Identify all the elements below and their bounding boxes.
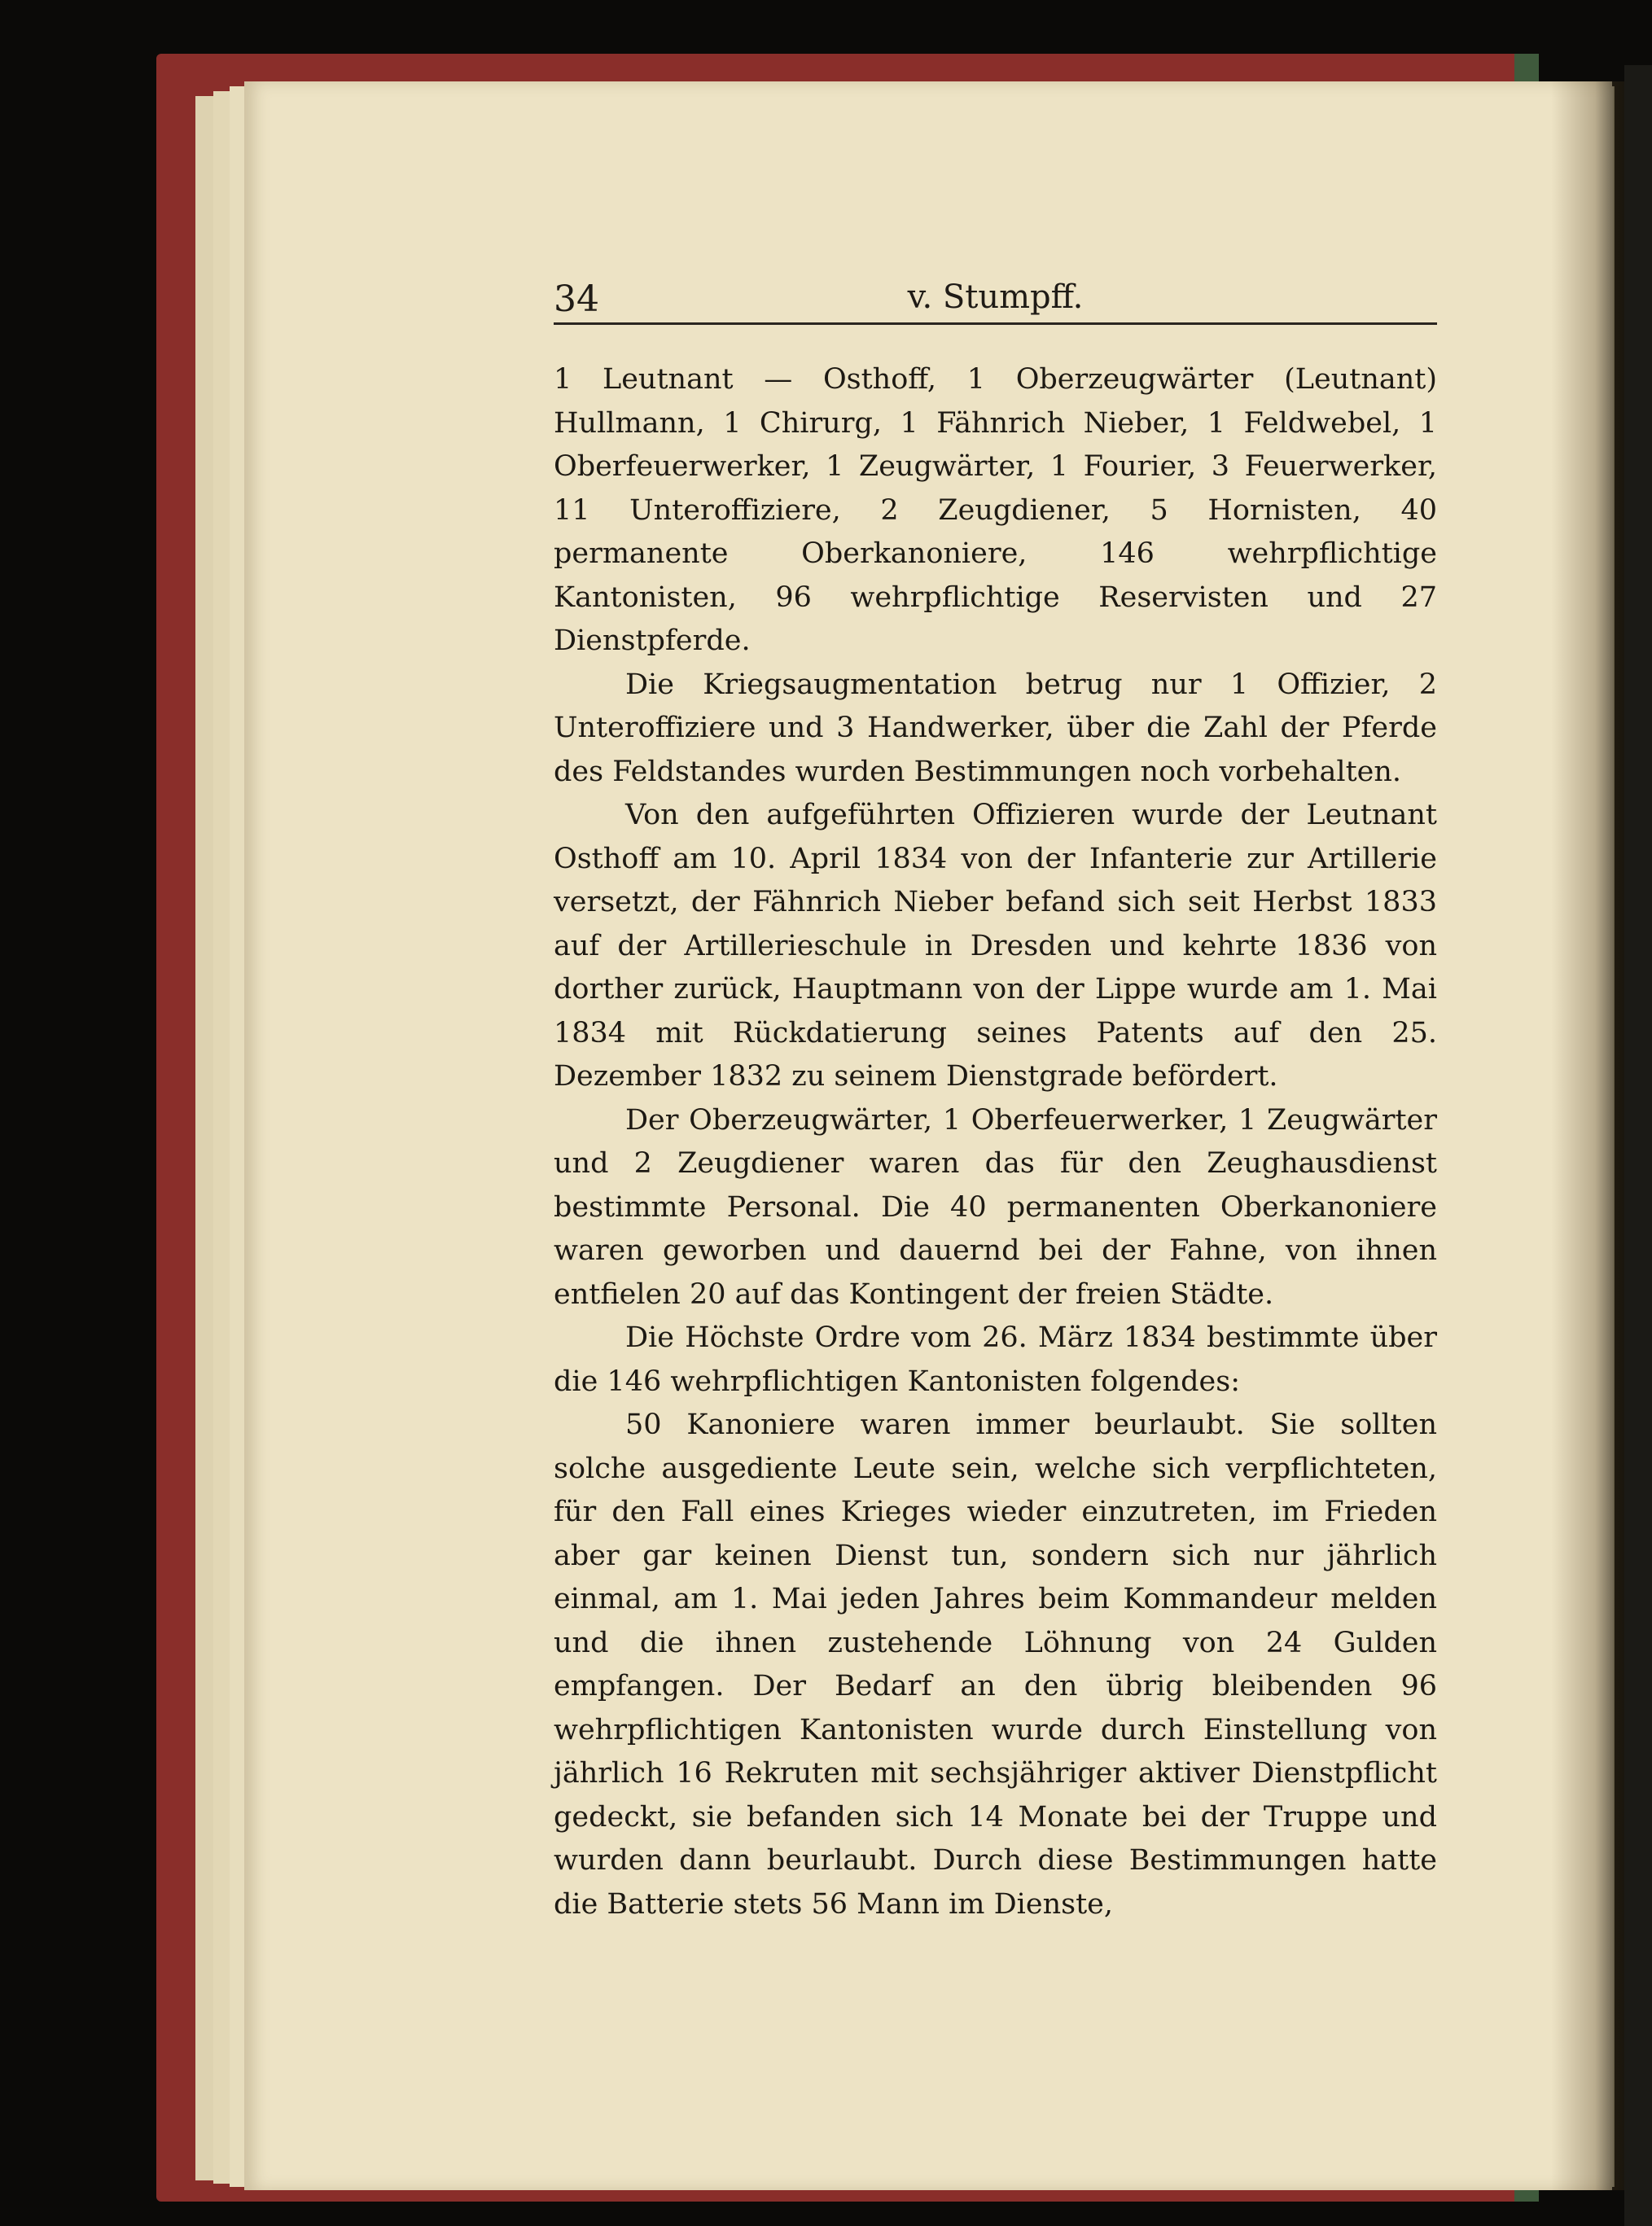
paragraph: Von den aufgeführten Offizieren wurde der Leutnant Osthoff am 10. April 1834 von der Infanterie zur Artillerie versetzt, der Fähnrich Nieber befand sich seit Herbst 1833 auf der Artillerieschule in Dresden und kehrte 1836 von dorther zurück, Hauptmann von der Lippe wurde am 1. Mai 1834 mit Rückdatierung seines Patents auf den 25. Dezember 1832 zu seinem Dienstgrade befördert.: [554, 799, 1437, 1093]
gutter-shadow: [1551, 81, 1624, 2190]
paragraph: 50 Kanoniere waren immer beurlaubt. Sie sollten solche ausgediente Leute sein, welche sich verpflichteten, für den Fall eines Krieges wieder einzutreten, im Frieden aber gar keinen Dienst tun, sondern sich nur jährlich einmal, am 1. Mai jeden Jahres beim Kommandeur melden und die ihnen zustehende Löhnung von 24 Gulden empfangen. Der Bedarf an den übrig bleibenden 96 wehrpflichtigen Kantonisten wurde durch Einstellung von jährlich 16 Rekruten mit sechsjähriger aktiver Dienstpflicht gedeckt, sie befanden sich 14 Monate bei der Truppe und wurden dann beurlaubt. Durch diese Bestimmungen hatte die Batterie stets 56 Mann im Dienste,: [554, 1409, 1437, 1921]
page-header: [554, 277, 1437, 325]
paragraph: Die Höchste Ordre vom 26. März 1834 bestimmte über die 146 wehrpflichtigen Kantonisten folgendes:: [554, 1321, 1437, 1398]
facing-page-edge: [1624, 65, 1652, 2226]
running-head: v. Stumpff.: [907, 278, 1084, 316]
page-number: 34: [554, 278, 599, 320]
paragraph: Die Kriegsaugmentation betrug nur 1 Offizier, 2 Unteroffiziere und 3 Handwerker, über die Zahl der Pferde des Feldstandes wurden Bestimmungen noch vorbehalten.: [554, 668, 1437, 788]
paragraph: 1 Leutnant — Osthoff, 1 Oberzeugwärter (Leutnant) Hullmann, 1 Chirurg, 1 Fähnrich Nieber, 1 Feldwebel, 1 Oberfeuerwerker, 1 Zeugwärter, 1 Fourier, 3 Feuerwerker, 11 Unteroffiziere, 2 Zeugdiener, 5 Hornisten, 40 permanente Oberkanoniere, 146 wehrpflichtige Kantonisten, 96 wehrpflichtige Reservisten und 27 Dienstpferde.: [554, 363, 1437, 657]
body-text: [554, 358, 1437, 1926]
paragraph: Der Oberzeugwärter, 1 Oberfeuerwerker, 1 Zeugwärter und 2 Zeugdiener waren das für den Zeughausdienst bestimmte Personal. Die 40 permanenten Oberkanoniere waren geworben und dauernd bei der Fahne, von ihnen entfielen 20 auf das Kontingent der freien Städte.: [554, 1103, 1437, 1311]
